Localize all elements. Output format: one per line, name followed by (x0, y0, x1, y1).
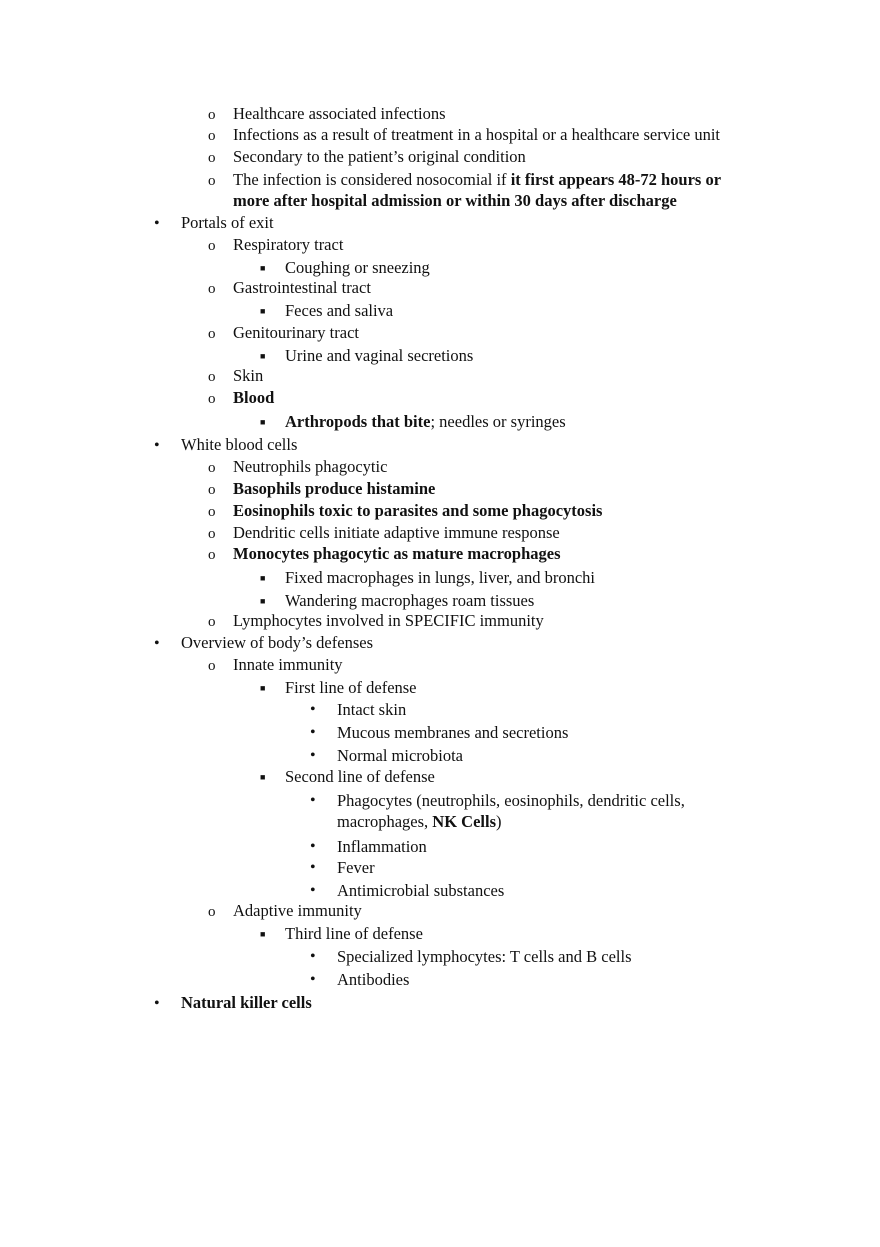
circle-bullet-icon: o (208, 547, 216, 563)
list-item: Genitourinary tract (233, 323, 359, 342)
circle-bullet-icon: o (208, 526, 216, 542)
list-item: Second line of defense (285, 767, 435, 786)
nosocomial-criteria-bold-2: more after hospital admission or within 30 days after discharge (233, 191, 677, 210)
list-item: First line of defense (285, 678, 417, 697)
list-item: Monocytes phagocytic as mature macrophages (233, 544, 561, 563)
square-bullet-icon: ■ (260, 929, 266, 939)
bullet-icon: • (310, 701, 316, 718)
list-item: Urine and vaginal secretions (285, 346, 474, 365)
square-bullet-icon: ■ (260, 417, 266, 427)
bullet-icon: • (154, 995, 160, 1012)
section-heading: Natural killer cells (181, 993, 312, 1012)
list-item: Lymphocytes involved in SPECIFIC immunity (233, 611, 544, 630)
section-heading: White blood cells (181, 435, 298, 454)
circle-bullet-icon: o (208, 281, 216, 297)
list-item: Neutrophils phagocytic (233, 457, 388, 476)
square-bullet-icon: ■ (260, 596, 266, 606)
circle-bullet-icon: o (208, 504, 216, 520)
nk-cells-bold: NK Cells (432, 812, 497, 831)
bullet-icon: • (310, 859, 316, 876)
square-bullet-icon: ■ (260, 306, 266, 316)
list-item: Blood (233, 388, 275, 407)
circle-bullet-icon: o (208, 107, 216, 123)
nosocomial-criteria-text: The infection is considered nosocomial if (233, 170, 511, 189)
bullet-icon: • (310, 747, 316, 764)
circle-bullet-icon: o (208, 238, 216, 254)
bullet-icon: • (154, 635, 160, 652)
list-item: Infections as a result of treatment in a hospital or a healthcare service unit (233, 125, 721, 144)
list-item: Innate immunity (233, 655, 343, 674)
bullet-icon: • (310, 882, 316, 899)
circle-bullet-icon: o (208, 173, 216, 189)
list-item: Gastrointestinal tract (233, 278, 371, 297)
section-heading: Portals of exit (181, 213, 274, 232)
list-item-continuation (233, 191, 677, 211)
bullet-icon: • (154, 215, 160, 232)
list-item (233, 170, 721, 190)
bullet-icon: • (154, 437, 160, 454)
list-item: Fixed macrophages in lungs, liver, and bronchi (285, 568, 596, 587)
bullet-icon: • (310, 792, 316, 809)
list-item: Basophils produce histamine (233, 479, 436, 498)
circle-bullet-icon: o (208, 326, 216, 342)
list-item: Antibodies (337, 970, 410, 989)
phagocytes-text: macrophages, (337, 812, 433, 831)
list-item: Fever (337, 858, 375, 877)
bullet-icon: • (310, 971, 316, 988)
list-item: Eosinophils toxic to parasites and some phagocytosis (233, 501, 603, 520)
list-item: Phagocytes (neutrophils, eosinophils, dendritic cells, (337, 791, 685, 810)
list-item: Inflammation (337, 837, 427, 856)
circle-bullet-icon: o (208, 904, 216, 920)
circle-bullet-icon: o (208, 150, 216, 166)
list-item: Antimicrobial substances (337, 881, 505, 900)
list-item: Feces and saliva (285, 301, 394, 320)
square-bullet-icon: ■ (260, 683, 266, 693)
list-item: Respiratory tract (233, 235, 344, 254)
list-item: Secondary to the patient’s original condition (233, 147, 526, 166)
circle-bullet-icon: o (208, 460, 216, 476)
list-item: Mucous membranes and secretions (337, 723, 569, 742)
circle-bullet-icon: o (208, 482, 216, 498)
list-item (285, 412, 566, 432)
arthropods-rest: ; needles or syringes (430, 412, 566, 431)
section-heading: Overview of body’s defenses (181, 633, 373, 652)
square-bullet-icon: ■ (260, 573, 266, 583)
list-item: Adaptive immunity (233, 901, 362, 920)
bullet-icon: • (310, 724, 316, 741)
circle-bullet-icon: o (208, 391, 216, 407)
list-item: Third line of defense (285, 924, 423, 943)
circle-bullet-icon: o (208, 369, 216, 385)
arthropods-bold: Arthropods that bite (285, 412, 431, 431)
list-item: Specialized lymphocytes: T cells and B cells (337, 947, 632, 966)
list-item: Wandering macrophages roam tissues (285, 591, 535, 610)
list-item: Intact skin (337, 700, 407, 719)
list-item-continuation (337, 812, 502, 832)
bullet-icon: • (310, 948, 316, 965)
circle-bullet-icon: o (208, 614, 216, 630)
phagocytes-close: ) (496, 812, 502, 831)
circle-bullet-icon: o (208, 658, 216, 674)
square-bullet-icon: ■ (260, 351, 266, 361)
nosocomial-criteria-bold: it first appears 48-72 hours or (510, 170, 722, 189)
circle-bullet-icon: o (208, 128, 216, 144)
list-item: Normal microbiota (337, 746, 464, 765)
square-bullet-icon: ■ (260, 263, 266, 273)
list-item: Healthcare associated infections (233, 104, 446, 123)
bullet-icon: • (310, 838, 316, 855)
list-item: Dendritic cells initiate adaptive immune response (233, 523, 560, 542)
square-bullet-icon: ■ (260, 772, 266, 782)
list-item: Coughing or sneezing (285, 258, 430, 277)
list-item: Skin (233, 366, 264, 385)
